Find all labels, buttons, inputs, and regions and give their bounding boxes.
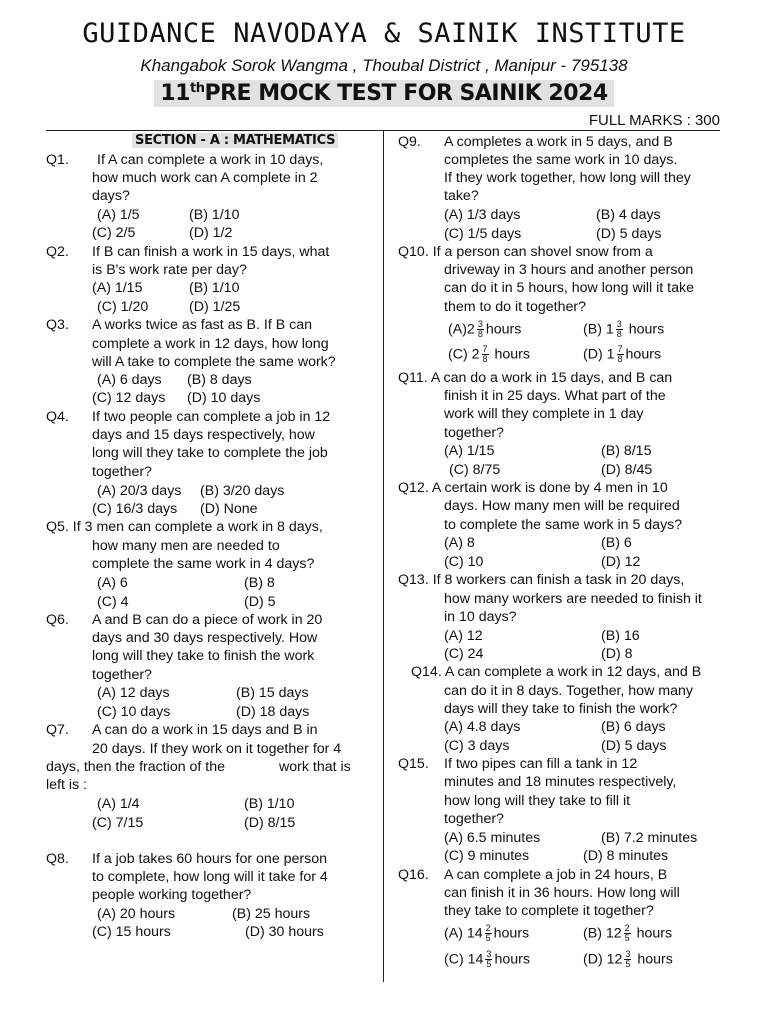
question-text: Q12. A certain work is done by 4 men in 10 [398,480,668,496]
option: (B) 1/10 [244,796,295,812]
question-text: long will they take to finish the work [92,648,315,664]
question-number: Q9. [398,134,421,150]
option: (B) 12 $\frac{2}{5}$ hours [583,923,673,943]
option: (D) 30 hours [245,924,324,940]
option: (A) 20/3 days [97,483,182,499]
option: (C) 14 $\frac{3}{5}$ hours [444,949,530,969]
question-text: A can complete a job in 24 hours, B [444,867,668,883]
option: (A) 1/15 [444,443,495,459]
question-text: they take to complete it together? [444,903,654,919]
option: (C) 2/5 [92,225,136,241]
option: (B) 1/10 [189,280,240,296]
question-text: 20 days. If they work on it together for 4 [92,741,342,757]
option: (A) 12 days [97,685,170,701]
option: (B) 1/10 [189,207,240,223]
question-text: is B's work rate per day? [92,262,247,278]
question-text: A completes a work in 5 days, and B [444,134,673,150]
test-title [0,80,768,107]
option: (D) 1/2 [189,225,233,241]
question-text: If A can complete a work in 10 days, [97,152,324,168]
institute-address: Khangabok Sorok Wangma , Thoubal District , Manipur - 795138 [140,56,628,75]
question-text: complete the same work in 4 days? [92,556,315,572]
question-text: how long will they take to fill it [444,793,631,809]
option: (B) 6 [601,535,632,551]
question-number: Q4. [46,409,69,425]
question-text: days. How many men will be required [444,498,680,514]
question-text: work will they complete in 1 day [444,406,644,422]
option: (A) 6.5 minutes [444,830,541,846]
question-text: Q5. If 3 men can complete a work in 8 days, [46,519,323,535]
question-number: Q6. [46,612,69,628]
question-text: them to do it together? [444,299,586,315]
option: (B) 15 days [236,685,309,701]
question-number: Q16. [398,867,429,883]
section-heading: SECTION - A : MATHEMATICS [132,133,338,148]
question-text: can do it in 8 days. Together, how many [444,683,693,699]
column-divider [383,130,384,982]
question-text: together? [92,464,152,480]
question-text: how many workers are needed to finish it [444,591,702,607]
option: (B) 8 [244,575,275,591]
option: (C) 15 hours [92,924,171,940]
question-text: driveway in 3 hours and another person [444,262,694,278]
question-text: people working together? [92,887,252,903]
question-number: Q15. [398,756,429,772]
option: (D) 5 days [596,226,662,242]
option: (B) 16 [601,628,640,644]
option: (D) 5 [244,594,276,610]
option: (A) 6 days [97,372,162,388]
option: (C) 8/75 [449,462,501,478]
question-text: how many men are needed to [92,538,280,554]
option: (C) 9 minutes [444,848,530,864]
option: (D) 1/25 [189,299,241,315]
option: (A) 1/5 [97,207,140,223]
option: (D) 8/45 [601,462,653,478]
option: (A) 6 [97,575,128,591]
question-text: in 10 days? [444,609,517,625]
question-text: Q11. A can do a work in 15 days, and B can [398,370,673,386]
option: (D) 8/15 [244,815,296,831]
option: (C) 2 $\frac{7}{8}$ hours [448,344,530,364]
question-text: days? [92,188,130,204]
option: (D) 12 $\frac{3}{5}$ hours [583,949,673,969]
option: (C) 16/3 days [92,501,178,517]
question-text: finish it in 25 days. What part of the [444,388,666,404]
full-marks: FULL MARKS : 300 [588,112,720,129]
option: (A) 1/4 [97,796,140,812]
option: (B) 6 days [601,719,666,735]
question-text: A works twice as fast as B. If B can [92,317,312,333]
question-text: days and 30 days respectively. How [92,630,318,646]
option: (A) 20 hours [97,906,176,922]
option: (C) 1/5 days [444,226,522,242]
institute-name: GUIDANCE NAVODAYA & SAINIK INSTITUTE [82,18,686,49]
option: (B) 7.2 minutes [601,830,698,846]
test-title-text: PRE MOCK TEST FOR SAINIK 2024 [204,81,608,107]
question-text: A and B can do a piece of work in 20 [92,612,323,628]
option: (C) 4 [97,594,129,610]
question-text: will A take to complete the same work? [92,354,336,370]
question-text: days will they take to finish the work? [444,701,678,717]
question-text: how much work can A complete in 2 [92,170,318,186]
option: (C) 12 days [92,390,166,406]
option: (A) 4.8 days [444,719,521,735]
question-text: days, then the fraction of the [46,759,226,775]
option: (C) 24 [444,646,484,662]
option: (A) 12 [444,628,483,644]
question-text: A can do a work in 15 days and B in [92,722,318,738]
question-text: left is : [46,777,87,793]
question-text: If they work together, how long will they [444,170,691,186]
option: (D) 1 $\frac{7}{8}$ hours [583,344,662,364]
option: (D) 8 [601,646,633,662]
question-text: take? [444,188,479,204]
option: (D) None [200,501,258,517]
question-text: can do it in 5 hours, how long will it take [444,280,694,296]
option: (D) 10 days [187,390,261,406]
question-number: Q2. [46,244,69,260]
option: (D) 12 [601,554,641,570]
question-text: complete a work in 12 days, how long [92,336,329,352]
question-text: If two pipes can fill a tank in 12 [444,756,638,772]
question-text: completes the same work in 10 days. [444,152,678,168]
question-number: Q1. [46,152,69,168]
question-number: Q7. [46,722,69,738]
option: (D) 5 days [601,738,667,754]
question-number: Q8. [46,851,69,867]
question-text: work that is [279,759,351,775]
question-text: If a job takes 60 hours for one person [92,851,328,867]
option: (C) 10 [444,554,484,570]
question-text: together? [92,667,152,683]
option: (A)2 $\frac{3}{8}$ hours [448,319,522,339]
option: (C) 7/15 [92,815,144,831]
question-text: to complete, how long will it take for 4 [92,869,328,885]
option: (D) 8 minutes [583,848,669,864]
option: (B) 8 days [187,372,252,388]
test-number: 11 [160,81,190,107]
option: (A) 1/15 [92,280,143,296]
option: (B) 8/15 [601,443,652,459]
test-number-suffix: th [189,81,205,96]
option: (B) 1 $\frac{3}{8}$ hours [583,319,665,339]
question-text: can finish it in 36 hours. How long will [444,885,680,901]
option: (C) 3 days [444,738,510,754]
option: (A) 14 $\frac{2}{5}$ hours [444,923,530,943]
question-text: Q13. If 8 workers can finish a task in 20 days, [398,572,685,588]
question-text: days and 15 days respectively, how [92,427,315,443]
question-text: long will they take to complete the job [92,445,328,461]
option: (A) 1/3 days [444,207,521,223]
option: (B) 3/20 days [200,483,285,499]
question-text: Q14. A can complete a work in 12 days, and B [411,664,702,680]
question-text: If B can finish a work in 15 days, what [92,244,330,260]
question-text: If two people can complete a job in 12 [92,409,331,425]
option: (B) 4 days [596,207,661,223]
option: (A) 8 [444,535,475,551]
question-text: together? [444,425,504,441]
option: (C) 10 days [97,704,171,720]
question-number: Q3. [46,317,69,333]
question-text: Q10. If a person can shovel snow from a [398,244,653,260]
option: (D) 18 days [236,704,310,720]
question-text: together? [444,811,504,827]
question-text: minutes and 18 minutes respectively, [444,774,677,790]
option: (C) 1/20 [97,299,149,315]
option: (B) 25 hours [232,906,311,922]
question-text: to complete the same work in 5 days? [444,517,683,533]
